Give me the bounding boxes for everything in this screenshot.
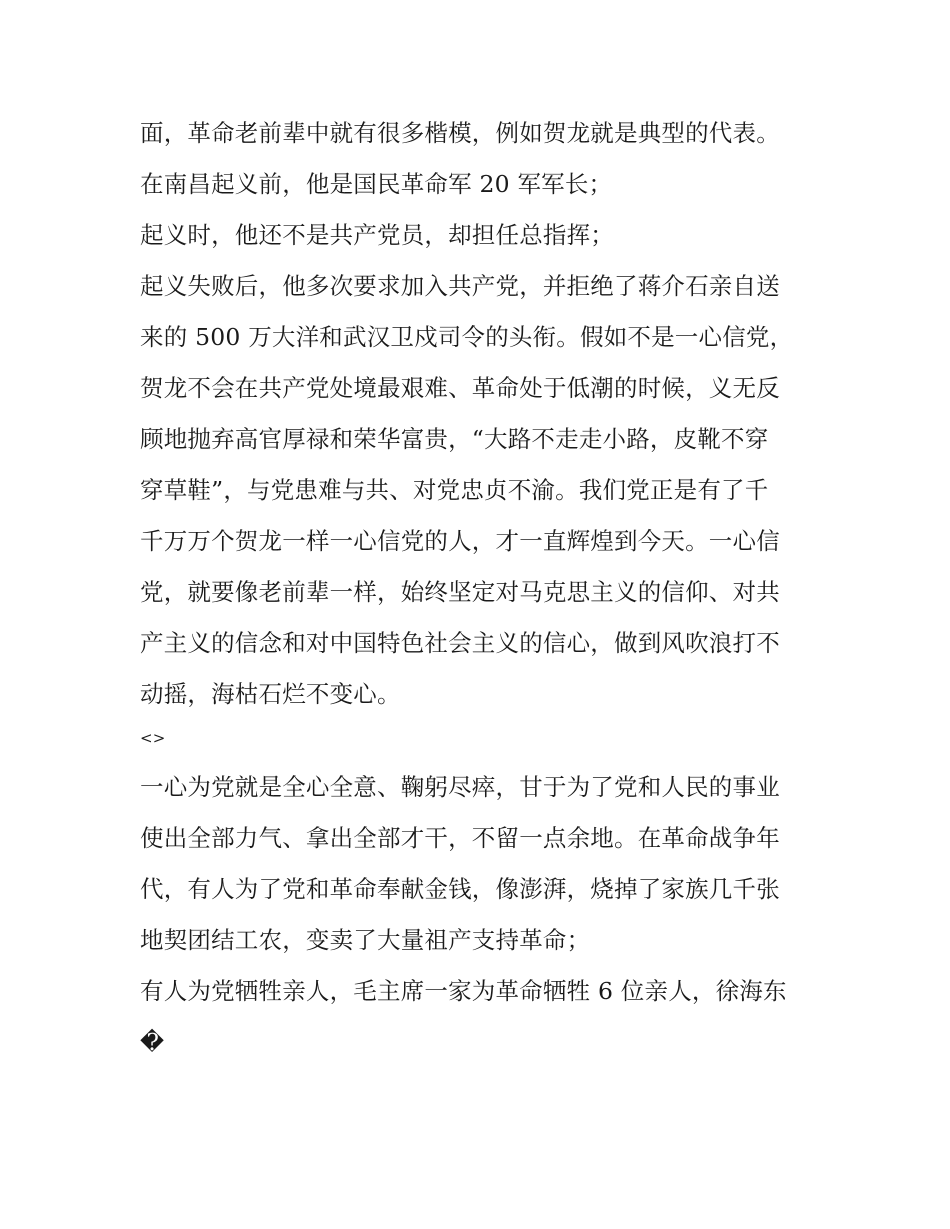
body-text	[140, 108, 820, 1068]
text-line: 地契团结工农，变卖了大量祖产支持革命；	[140, 926, 591, 954]
text-line: 来的 500 万大洋和武汉卫戍司令的头衔。假如不是一心信党，	[140, 323, 794, 351]
text-line: 贺龙不会在共产党处境最艰难、革命处于低潮的时候，义无反	[140, 374, 780, 402]
text-line: 穿草鞋”，与党患难与共、对党忠贞不渝。我们党正是有了千	[140, 476, 769, 504]
text-line: 面，革命老前辈中就有很多楷模，例如贺龙就是典型的代表。	[140, 119, 780, 147]
text-line: 使出全部力气、拿出全部才干，不留一点余地。在革命战争年	[140, 824, 780, 852]
replacement-glyph: �	[140, 1028, 165, 1056]
text-line: 顾地抛弃高官厚禄和荣华富贵，“大路不走走小路，皮靴不穿	[140, 425, 769, 453]
text-line: 党，就要像老前辈一样，始终坚定对马克思主义的信仰、对共	[140, 578, 780, 606]
text-line: 有人为党牺牲亲人，毛主席一家为革命牺牲 6 位亲人，徐海东	[140, 977, 787, 1005]
text-line: 千万万个贺龙一样一心信党的人，才一直辉煌到今天。一心信	[140, 527, 780, 555]
text-line: 一心为党就是全心全意、鞠躬尽瘁，甘于为了党和人民的事业	[140, 773, 780, 801]
section-marker: <>	[140, 729, 166, 747]
text-line: 起义时，他还不是共产党员，却担任总指挥；	[140, 221, 614, 249]
text-line: 代，有人为了党和革命奉献金钱，像澎湃，烧掉了家族几千张	[140, 875, 780, 903]
text-line: 起义失败后，他多次要求加入共产党，并拒绝了蒋介石亲自送	[140, 272, 780, 300]
text-line: 在南昌起义前，他是国民革命军 20 军军长；	[140, 170, 613, 198]
text-line: 产主义的信念和对中国特色社会主义的信心，做到风吹浪打不	[140, 629, 780, 657]
text-line: 动摇，海枯石烂不变心。	[140, 680, 401, 708]
